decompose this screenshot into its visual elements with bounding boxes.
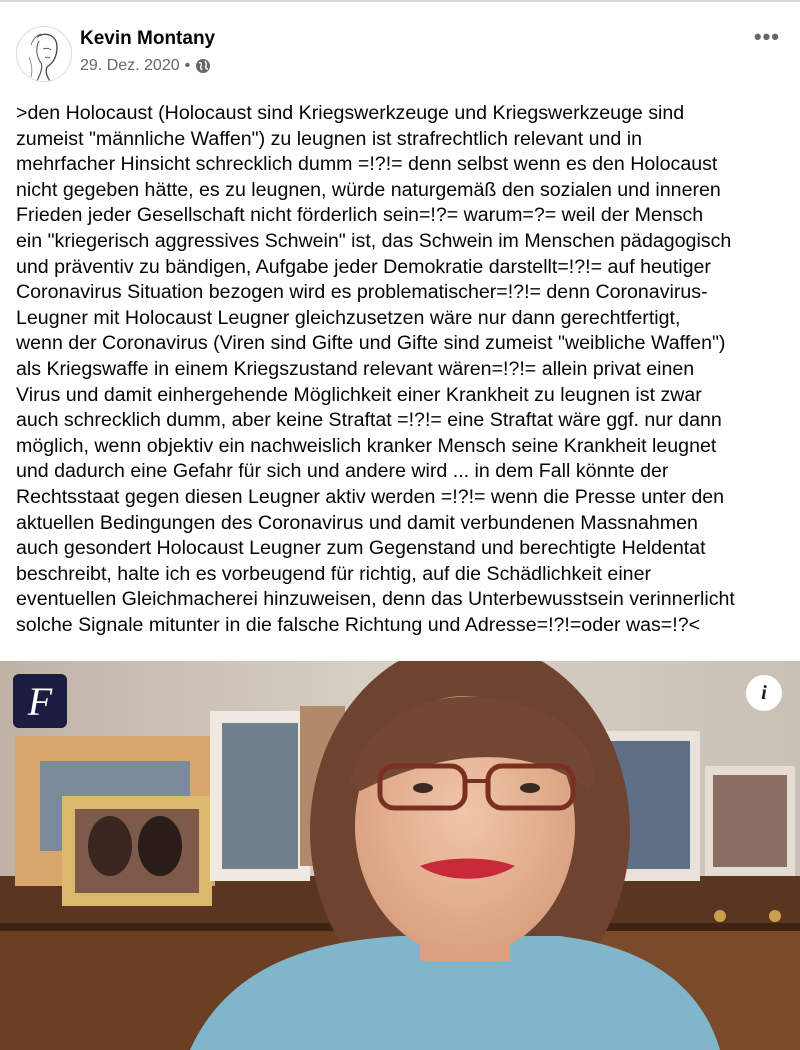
post-text-line: nicht gegeben hätte, es zu leugnen, würde naturgemäß den sozialen und inneren (16, 178, 721, 201)
more-options-icon[interactable]: ••• (753, 24, 780, 49)
post-text-line: Frieden jeder Gesellschaft nicht förderlich sein=!?= warum=?= weil der Mensch (16, 204, 704, 227)
post-header (0, 0, 800, 100)
publisher-logo: F (13, 674, 67, 728)
post-text-line: Coronavirus Situation bezogen wird es problematischer=!?!= denn Coronavirus- (16, 281, 708, 304)
globe-icon (195, 58, 211, 74)
meta-separator: • (184, 57, 191, 74)
post-date[interactable]: 29. Dez. 2020 (80, 57, 180, 74)
post-text-line: auch schrecklich dumm, aber keine Straftat =!?!= eine Straftat wäre ggf. nur dann (16, 409, 722, 432)
post-text-line: beschreibt, halte ich es vorbeugend für richtig, auf die Schädlichkeit einer (16, 562, 651, 585)
post-text-line: mehrfacher Hinsicht schrecklich dumm =!?!= denn selbst wenn es den Holocaust (16, 153, 718, 176)
post-meta (80, 57, 211, 75)
post-text-line: als Kriegswaffe in einem Kriegszustand relevant wären=!?!= allein privat einen (16, 357, 695, 380)
post-text-line: solche Signale mitunter in die falsche Richtung und Adresse=!?!=oder was=!?< (16, 613, 701, 636)
post-text-line: und dadurch eine Gefahr für sich und andere wird ... in dem Fall könnte der (16, 460, 669, 483)
post-text-line: Virus und damit einhergehende Möglichkeit einer Krankheit zu leugnen ist zwar (16, 383, 702, 406)
post-text-line: wenn der Coronavirus (Viren sind Gifte und Gifte sind zumeist "weibliche Waffen") (16, 332, 726, 355)
author-name[interactable]: Kevin Montany (80, 28, 216, 49)
post-text-line: auch gesondert Holocaust Leugner zum Gegenstand und berechtigte Heldentat (16, 537, 706, 560)
post-text-line: aktuellen Bedingungen des Coronavirus und damit verbundenen Massnahmen (16, 511, 698, 534)
post-text (16, 101, 796, 638)
post-text-line: Rechtsstaat gegen diesen Leugner aktiv werden =!?!= wenn die Presse unter den (16, 485, 725, 508)
post-text-line: und präventiv zu bändigen, Aufgabe jeder Demokratie darstellt=!?!= auf heutiger (16, 255, 711, 278)
link-preview-image[interactable] (0, 661, 800, 1050)
post-text-line: Leugner mit Holocaust Leugner gleichzusetzen wäre nur dann gerechtfertigt, (16, 306, 681, 329)
avatar-sketch-icon (17, 27, 71, 81)
info-icon[interactable]: i (746, 675, 782, 711)
portrait-photo (0, 661, 800, 1050)
post-text-line: ein "kriegerisch aggressives Schwein" ist, das Schwein im Menschen pädagogisch (16, 229, 732, 252)
post-text-line: >den Holocaust (Holocaust sind Kriegswerkzeuge und Kriegswerkzeuge sind (16, 102, 685, 124)
avatar[interactable] (16, 26, 72, 82)
post-text-line: eventuellen Gleichmacherei hinzuweisen, denn das Unterbewusstsein verinnerlicht (16, 588, 735, 611)
post-text-line: möglich, wenn objektiv ein nachweislich kranker Mensch seine Krankheit leugnet (16, 434, 717, 457)
post-text-line: zumeist "männliche Waffen") zu leugnen ist strafrechtlich relevant und in (16, 127, 642, 150)
